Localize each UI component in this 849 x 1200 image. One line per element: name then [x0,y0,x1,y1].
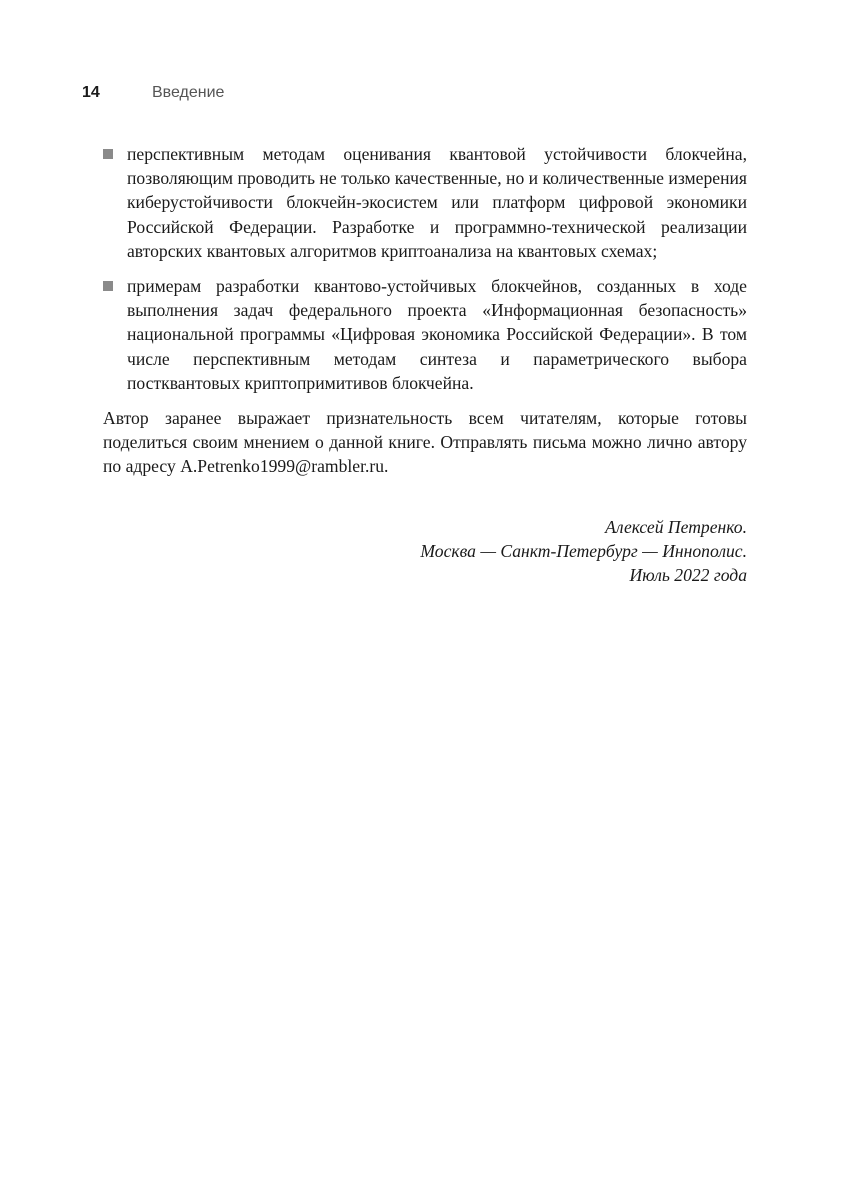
square-bullet-icon [103,281,113,291]
page-body [103,142,747,587]
list-item-text: примерам разработки квантово-устойчивых блокчейнов, созданных в ходе выполнения задач федерального проекта «Информационная безопасность» национальной программы «Цифровая экономика Российской Федерации». В том числе перспективным методам синтеза и параметрического выбора постквантовых криптопримитивов блокчейна. [127,276,747,393]
list-item [103,274,747,395]
signature-block [103,515,747,587]
square-bullet-icon [103,149,113,159]
section-title: Введение [152,84,225,101]
signature-date: Июль 2022 года [629,564,747,585]
list-item-text: перспективным методам оценивания квантовой устойчивости блокчейна, позволяющим проводить не только качественные, но и количественные измерения киберустойчивости блокчейн-экосистем или платформ цифровой экономики Российской Федерации. Разработке и программно-технической реализации авторских квантовых алгоритмов криптоанализа на квантовых схемах; [127,144,747,261]
page-number: 14 [82,84,100,101]
running-header [82,84,224,106]
closing-paragraph: Автор заранее выражает признательность всем читателям, которые готовы поделиться своим мнением о данной книге. Отправлять письма можно лично автору по адресу A.Petrenko1999@rambler.ru. [103,408,747,477]
bullet-list [103,142,747,395]
list-item [103,142,747,263]
signature-author: Алексей Петренко. [605,516,747,537]
signature-places: Москва — Санкт-Петербург — Иннополис. [420,540,747,561]
